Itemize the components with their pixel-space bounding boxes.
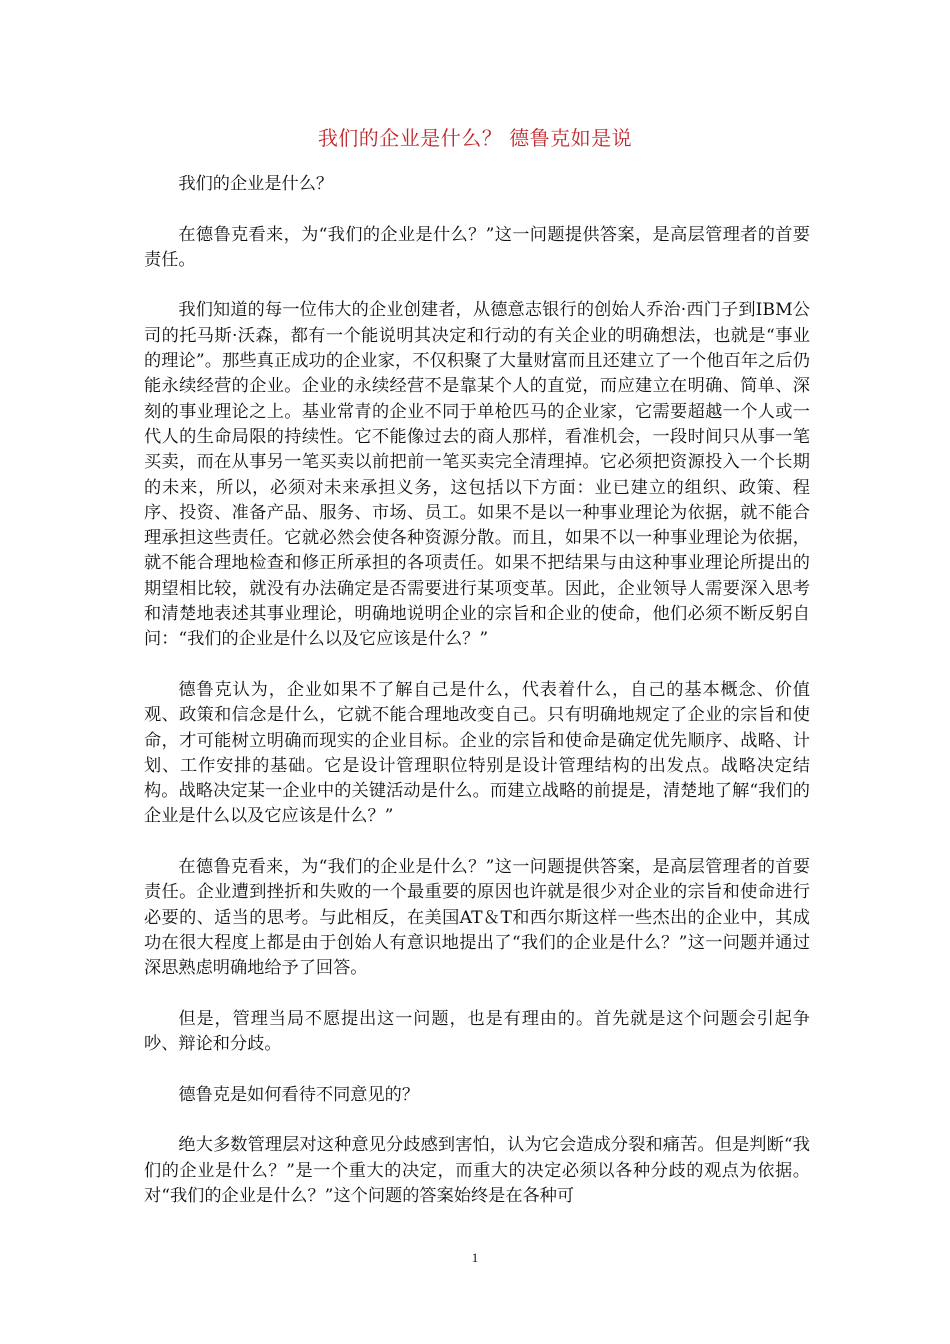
paragraph: 我们知道的每一位伟大的企业创建者，从德意志银行的创始人乔治·西门子到IBM公司的托马斯·沃森，都有一个能说明其决定和行动的有关企业的明确想法，也就是“事业的理论”。那些真正成功的企业家，不仅积聚了大量财富而且还建立了一个他百年之后仍能永续经营的企业。企业的永续经营不是靠某个人的直觉，而应建立在明确、简单、深刻的事业理论之上。基业常青的企业不同于单枪匹马的企业家，它需要超越一个人或一代人的生命局限的持续性。它不能像过去的商人那样，看准机会，一段时间只从事一笔买卖，而在从事另一笔买卖以前把前一笔买卖完全清理掉。它必须把资源投入一个长期的未来，所以，必须对未来承担义务，这包括以下方面：业已建立的组织、政策、程序、投资、准备产品、服务、市场、员工。如果不是以一种事业理论为依据，就不能合理承担这些责任。它就必然会使各种资源分散。而且，如果不以一种事业理论为依据，就不能合理地检查和修正所承担的各项责任。如果不把结果与由这种事业理论所提出的期望相比较，就没有办法确定是否需要进行某项变革。因此，企业领导人需要深入思考和清楚地表述其事业理论，明确地说明企业的宗旨和企业的使命，他们必须不断反躬自问：“我们的企业是什么以及它应该是什么？” xyxy=(144,300,810,650)
paragraph: 在德鲁克看来，为“我们的企业是什么？”这一问题提供答案，是高层管理者的首要责任。 xyxy=(144,224,810,270)
paragraph: 在德鲁克看来，为“我们的企业是什么？”这一问题提供答案，是高层管理者的首要责任。企业遭到挫折和失败的一个最重要的原因也许就是很少对企业的宗旨和使命进行必要的、适当的思考。与此相反，在美国AT＆T和西尔斯这样一些杰出的企业中，其成功在很大程度上都是由于创始人有意识地提出了“我们的企业是什么？”这一问题并通过深思熟虑明确地给予了回答。 xyxy=(144,857,810,979)
document-body xyxy=(144,172,810,1234)
paragraph: 绝大多数管理层对这种意见分歧感到害怕，认为它会造成分裂和痛苦。但是判断“我们的企业是什么？”是一个重大的决定，而重大的决定必须以各种分歧的观点为依据。对“我们的企业是什么？”这个问题的答案始终是在各种可 xyxy=(144,1135,810,1206)
paragraph: 德鲁克认为，企业如果不了解自己是什么，代表着什么，自己的基本概念、价值观、政策和信念是什么，它就不能合理地改变自己。只有明确地规定了企业的宗旨和使命，才可能树立明确而现实的企业目标。企业的宗旨和使命是确定优先顺序、战略、计划、工作安排的基础。它是设计管理职位特别是设计管理结构的出发点。战略决定结构。战略决定某一企业中的关键活动是什么。而建立战略的前提是，清楚地了解“我们的企业是什么以及它应该是什么？” xyxy=(144,679,810,827)
document-title: 我们的企业是什么？ 德鲁克如是说 xyxy=(317,126,633,150)
paragraph: 我们的企业是什么？ xyxy=(178,174,334,194)
page-number: 1 xyxy=(471,1250,479,1265)
paragraph: 德鲁克是如何看待不同意见的？ xyxy=(178,1084,420,1105)
paragraph: 但是，管理当局不愿提出这一问题，也是有理由的。首先就是这个问题会引起争吵、辩论和分歧。 xyxy=(144,1008,810,1055)
